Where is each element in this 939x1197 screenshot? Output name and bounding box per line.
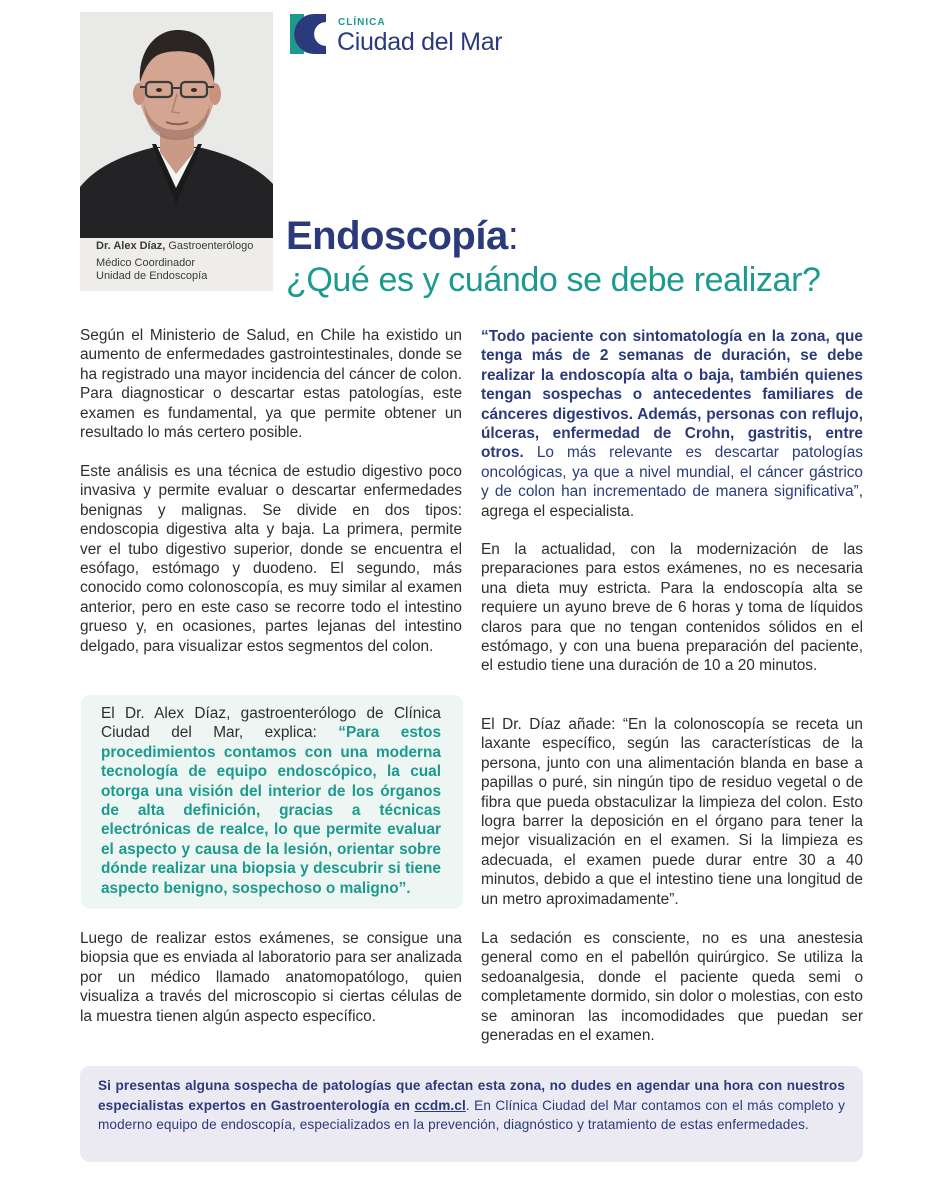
clinic-logo-icon bbox=[290, 12, 334, 56]
right-quote-regular: Lo más relevante es descartar patologías oncológicas, ya que a nivel mundial, el cáncer gástrico y de colon han incrementado de manera significativa” bbox=[481, 444, 864, 501]
doctor-name-line bbox=[96, 240, 271, 253]
footer-text bbox=[98, 1076, 845, 1135]
footer-bold-text: Si presentas alguna sospecha de patologías que afectan esta zona, no dudes en agendar una hora con nuestros especialistas expertos en Gastroenterología en bbox=[98, 1078, 845, 1113]
quote-highlight: “Para estos procedimientos contamos con una moderna tecnología de equipo endoscópico, la cual otorga una visión del interior de los órganos de alta definición, gracias a técnicas electrónicas de realce, lo que permite evaluar el aspecto y causa de la lesión, orientar sobre dónde realizar una biopsia y descubrir si tiene aspecto benigno, sospechoso o maligno”. bbox=[101, 724, 441, 897]
right-quote-paragraph bbox=[481, 327, 863, 521]
left-paragraph-3: Luego de realizar estos exámenes, se consigue una biopsia que es enviada al laboratorio para ser analizada por un médico llamado anatomopatólogo, quien visualiza a través del microscopio si ciertas células de la muestra tienen algún aspecto específico. bbox=[80, 930, 462, 1025]
clinic-logo bbox=[290, 12, 530, 58]
right-quote-bold: “Todo paciente con sintomatología en la zona, que tenga más de 2 semanas de duración, se debe realizar la endoscopía alta o baja, también quienes tengan sospechas o antecedentes familiares de cánceres digestivos. Además, personas con reflujo, úlceras, enfermedad de Crohn, gastritis, entre otros. bbox=[481, 328, 863, 462]
doctor-quote-text bbox=[101, 704, 441, 898]
article-title-main bbox=[286, 213, 926, 259]
doctor-name: Dr. Alex Díaz, bbox=[96, 240, 166, 252]
doctor-unit: Unidad de Endoscopía bbox=[96, 270, 208, 282]
doctor-portrait-card bbox=[80, 12, 273, 291]
article-title bbox=[286, 213, 926, 301]
right-paragraph-4: La sedación es consciente, no es una anestesia general como en el pabellón quirúrgico. Se utiliza la sedoanalgesia, donde el paciente queda semi o completamente dormido, sin dolor o molestias, con esto se aminoran las incomodidades que puedan ser generadas en el examen. bbox=[481, 930, 863, 1045]
doctor-specialty: Gastroenterólogo bbox=[165, 240, 254, 252]
doctor-photo bbox=[80, 12, 273, 238]
title-colon: : bbox=[507, 214, 519, 258]
right-paragraph-3: El Dr. Díaz añade: “En la colonoscopía se receta un laxante específico, según las características de la persona, junto con una alimentación blanda en base a papillas o puré, sin ningún tipo de residuo vegetal o de fibra que pueda obstaculizar la limpieza del colon. Esto logra barrer la deposición en el órgano para tener la mejor visualización en el examen. Si la limpieza es adecuada, el examen puede durar entre 30 a 40 minutos, debido a que el intestino tiene una longitud de un metro aproximadamente”. bbox=[481, 716, 863, 908]
doctor-caption bbox=[96, 240, 271, 283]
quote-intro: El Dr. Alex Díaz, gastroenterólogo de Clínica Ciudad del Mar, explica: bbox=[101, 705, 441, 742]
doctor-role: Médico Coordinador bbox=[96, 257, 196, 269]
right-paragraph-2: En la actualidad, con la modernización de las preparaciones para estos exámenes, no es necesaria una dieta muy estricta. Para la endoscopía alta se requiere un ayuno breve de 6 horas y toma de líquidos claros para que no tengan contenidos sólidos en el estómago, y con una buena preparación del paciente, el estudio tiene una duración de 10 a 20 minutos. bbox=[481, 541, 863, 675]
left-paragraph-1: Según el Ministerio de Salud, en Chile ha existido un aumento de enfermedades gastrointestinales, donde se ha registrado una mayor incidencia del cáncer de colon. Para diagnosticar o descartar estas patologías, este examen es fundamental, ya que permite obtener un resultado lo más certero posible. bbox=[80, 327, 462, 442]
title-word: Endoscopía bbox=[286, 214, 508, 258]
footer-rest-text: . En Clínica Ciudad del Mar contamos con el más completo y moderno equipo de endoscopía, especializados en la prevención, diagnóstico y tratamiento de estas enfermedades. bbox=[98, 1097, 846, 1132]
footer-callout bbox=[80, 1066, 863, 1162]
clinic-logo-name: Ciudad del Mar bbox=[337, 28, 503, 56]
right-quote-tail: , agrega el especialista. bbox=[481, 483, 863, 520]
article-subtitle: ¿Qué es y cuándo se debe realizar? bbox=[286, 261, 821, 299]
clinic-logo-label: CLÍNICA bbox=[338, 17, 386, 28]
left-paragraph-2: Este análisis es una técnica de estudio digestivo poco invasiva y permite evaluar o descartar enfermedades benignas y malignas. Se divide en dos tipos: endoscopia digestiva alta y baja. La primera, permite ver el tubo digestivo superior, donde se encuentra el esófago, estómago y duodeno. El segundo, más conocido como colonoscopía, es muy similar al examen anterior, pero en este caso se recorre todo el intestino grueso y, en ocasiones, partes lejanas del intestino delgado, para visualizar estos segmentos del colon. bbox=[80, 463, 462, 655]
doctor-quote-box bbox=[81, 695, 463, 909]
website-link[interactable]: ccdm.cl bbox=[414, 1097, 466, 1113]
